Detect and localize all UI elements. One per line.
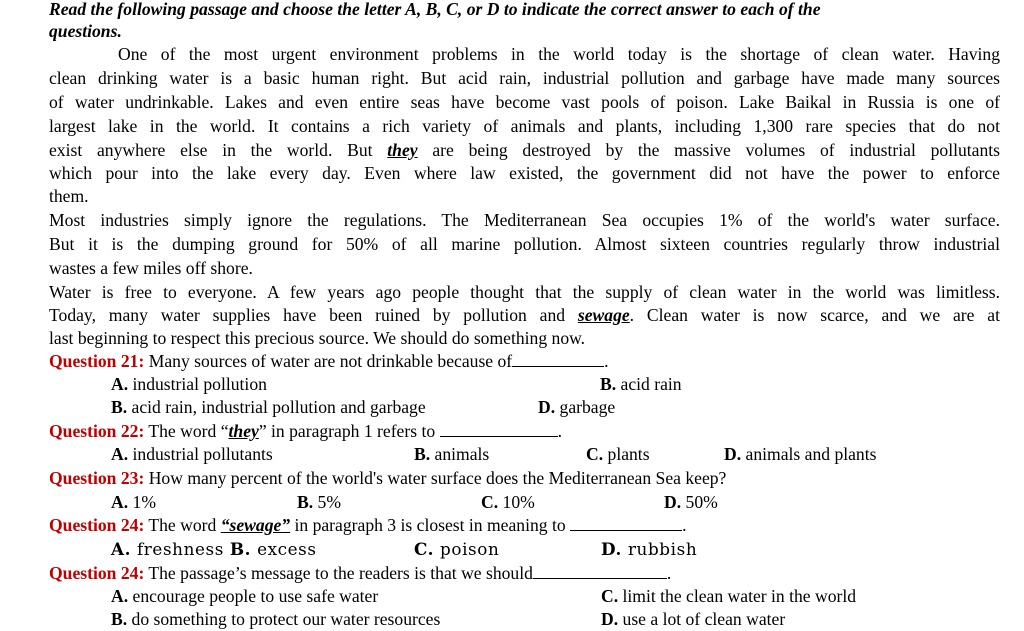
q21-option-a[interactable]: A. industrial pollution <box>111 374 267 394</box>
q22-option-a[interactable]: A. industrial pollutants <box>111 444 273 464</box>
word-they-ref: they <box>228 421 259 441</box>
passage-p2-line-1: Most industries simply ignore the regulations. The Mediterranean Sea occupies 1% of the world's water surface. <box>49 210 1000 230</box>
word-sewage: sewage <box>577 305 630 325</box>
q21-option-c[interactable]: B. acid rain, industrial pollution and garbage <box>111 397 426 417</box>
q24a-option-c[interactable]: C. poison <box>414 539 500 559</box>
passage-p2-line-3: wastes a few miles off shore. <box>49 258 253 278</box>
q22-option-b[interactable]: B. animals <box>414 444 490 464</box>
answer-blank <box>533 564 667 579</box>
passage-p3-line-2: Today, many water supplies have been ruined by pollution and sewage. Clean water is now scarce, and we are at <box>49 305 1000 325</box>
word-they: they <box>387 140 418 160</box>
question-21: Question 21: Many sources of water are not drinkable because of . <box>49 351 609 371</box>
question-label: Question 23: <box>49 468 145 488</box>
passage-p2-line-2: But it is the dumping ground for 50% of all marine pollution. Almost sixteen countries regularly throw industrial <box>49 234 1000 254</box>
passage-p3-line-3: last beginning to respect this precious source. We should do something now. <box>49 328 586 348</box>
passage-p1-line-7: them. <box>49 186 89 206</box>
answer-blank <box>570 516 682 531</box>
q21-option-b[interactable]: B. acid rain <box>600 374 682 394</box>
q24b-option-b[interactable]: B. do something to protect our water resources <box>111 609 441 629</box>
question-23: Question 23: How many percent of the world's water surface does the Mediterranean Sea keep? <box>49 468 727 488</box>
question-24b: Question 24: The passage’s message to the readers is that we should . <box>49 563 672 583</box>
q22-option-c[interactable]: C. plants <box>586 444 650 464</box>
passage-p3-line-1: Water is free to everyone. A few years ago people thought that the supply of clean water in the world was limitless. <box>49 282 1000 302</box>
instruction-line-2: questions. <box>49 21 122 41</box>
q23-option-a[interactable]: A. 1% <box>111 492 156 512</box>
passage-p1-line-1: One of the most urgent environment problems in the world today is the shortage of clean water. Having <box>118 44 1000 64</box>
question-label: Question 24: <box>49 563 145 583</box>
q24b-option-d[interactable]: D. use a lot of clean water <box>601 609 786 629</box>
question-label: Question 21: <box>49 351 145 371</box>
word-sewage-ref: “sewage” <box>220 515 291 535</box>
q23-option-b[interactable]: B. 5% <box>297 492 341 512</box>
passage-p1-line-5: exist anywhere else in the world. But they are being destroyed by the massive volumes of industrial pollutants <box>49 140 1000 160</box>
q23-option-d[interactable]: D. 50% <box>664 492 718 512</box>
passage-p1-line-2: clean drinking water is a basic human right. But acid rain, industrial pollution and garbage have made many sources <box>49 68 1000 88</box>
question-label: Question 24: <box>49 515 145 535</box>
q22-option-d[interactable]: D. animals and plants <box>724 444 877 464</box>
question-label: Question 22: <box>49 421 145 441</box>
q24b-option-a[interactable]: A. encourage people to use safe water <box>111 586 379 606</box>
q21-option-d[interactable]: D. garbage <box>538 397 616 417</box>
passage-p1-line-6: which pour into the lake every day. Even where law existed, the government did not have the power to enforce <box>49 163 1000 183</box>
q24a-option-d[interactable]: D. rubbish <box>601 539 698 559</box>
question-24a: Question 24: The word “sewage” in paragraph 3 is closest in meaning to . <box>49 515 687 535</box>
q24b-option-c[interactable]: C. limit the clean water in the world <box>601 586 857 606</box>
instruction-line-1: Read the following passage and choose the letter A, B, C, or D to indicate the correct answer to each of the <box>49 0 821 19</box>
passage-p1-line-3: of water undrinkable. Lakes and even entire seas have become vast pools of poison. Lake Baikal in Russia is one of <box>49 92 1000 112</box>
question-22: Question 22: The word “they” in paragraph 1 refers to . <box>49 421 562 441</box>
q23-option-c[interactable]: C. 10% <box>481 492 535 512</box>
answer-blank <box>440 422 558 437</box>
passage-p1-line-4: largest lake in the world. It contains a rich variety of animals and plants, including 1,300 rare species that do not <box>49 116 1000 136</box>
q24a-option-a[interactable]: A. freshness B. excess <box>111 539 317 559</box>
answer-blank <box>512 352 604 367</box>
